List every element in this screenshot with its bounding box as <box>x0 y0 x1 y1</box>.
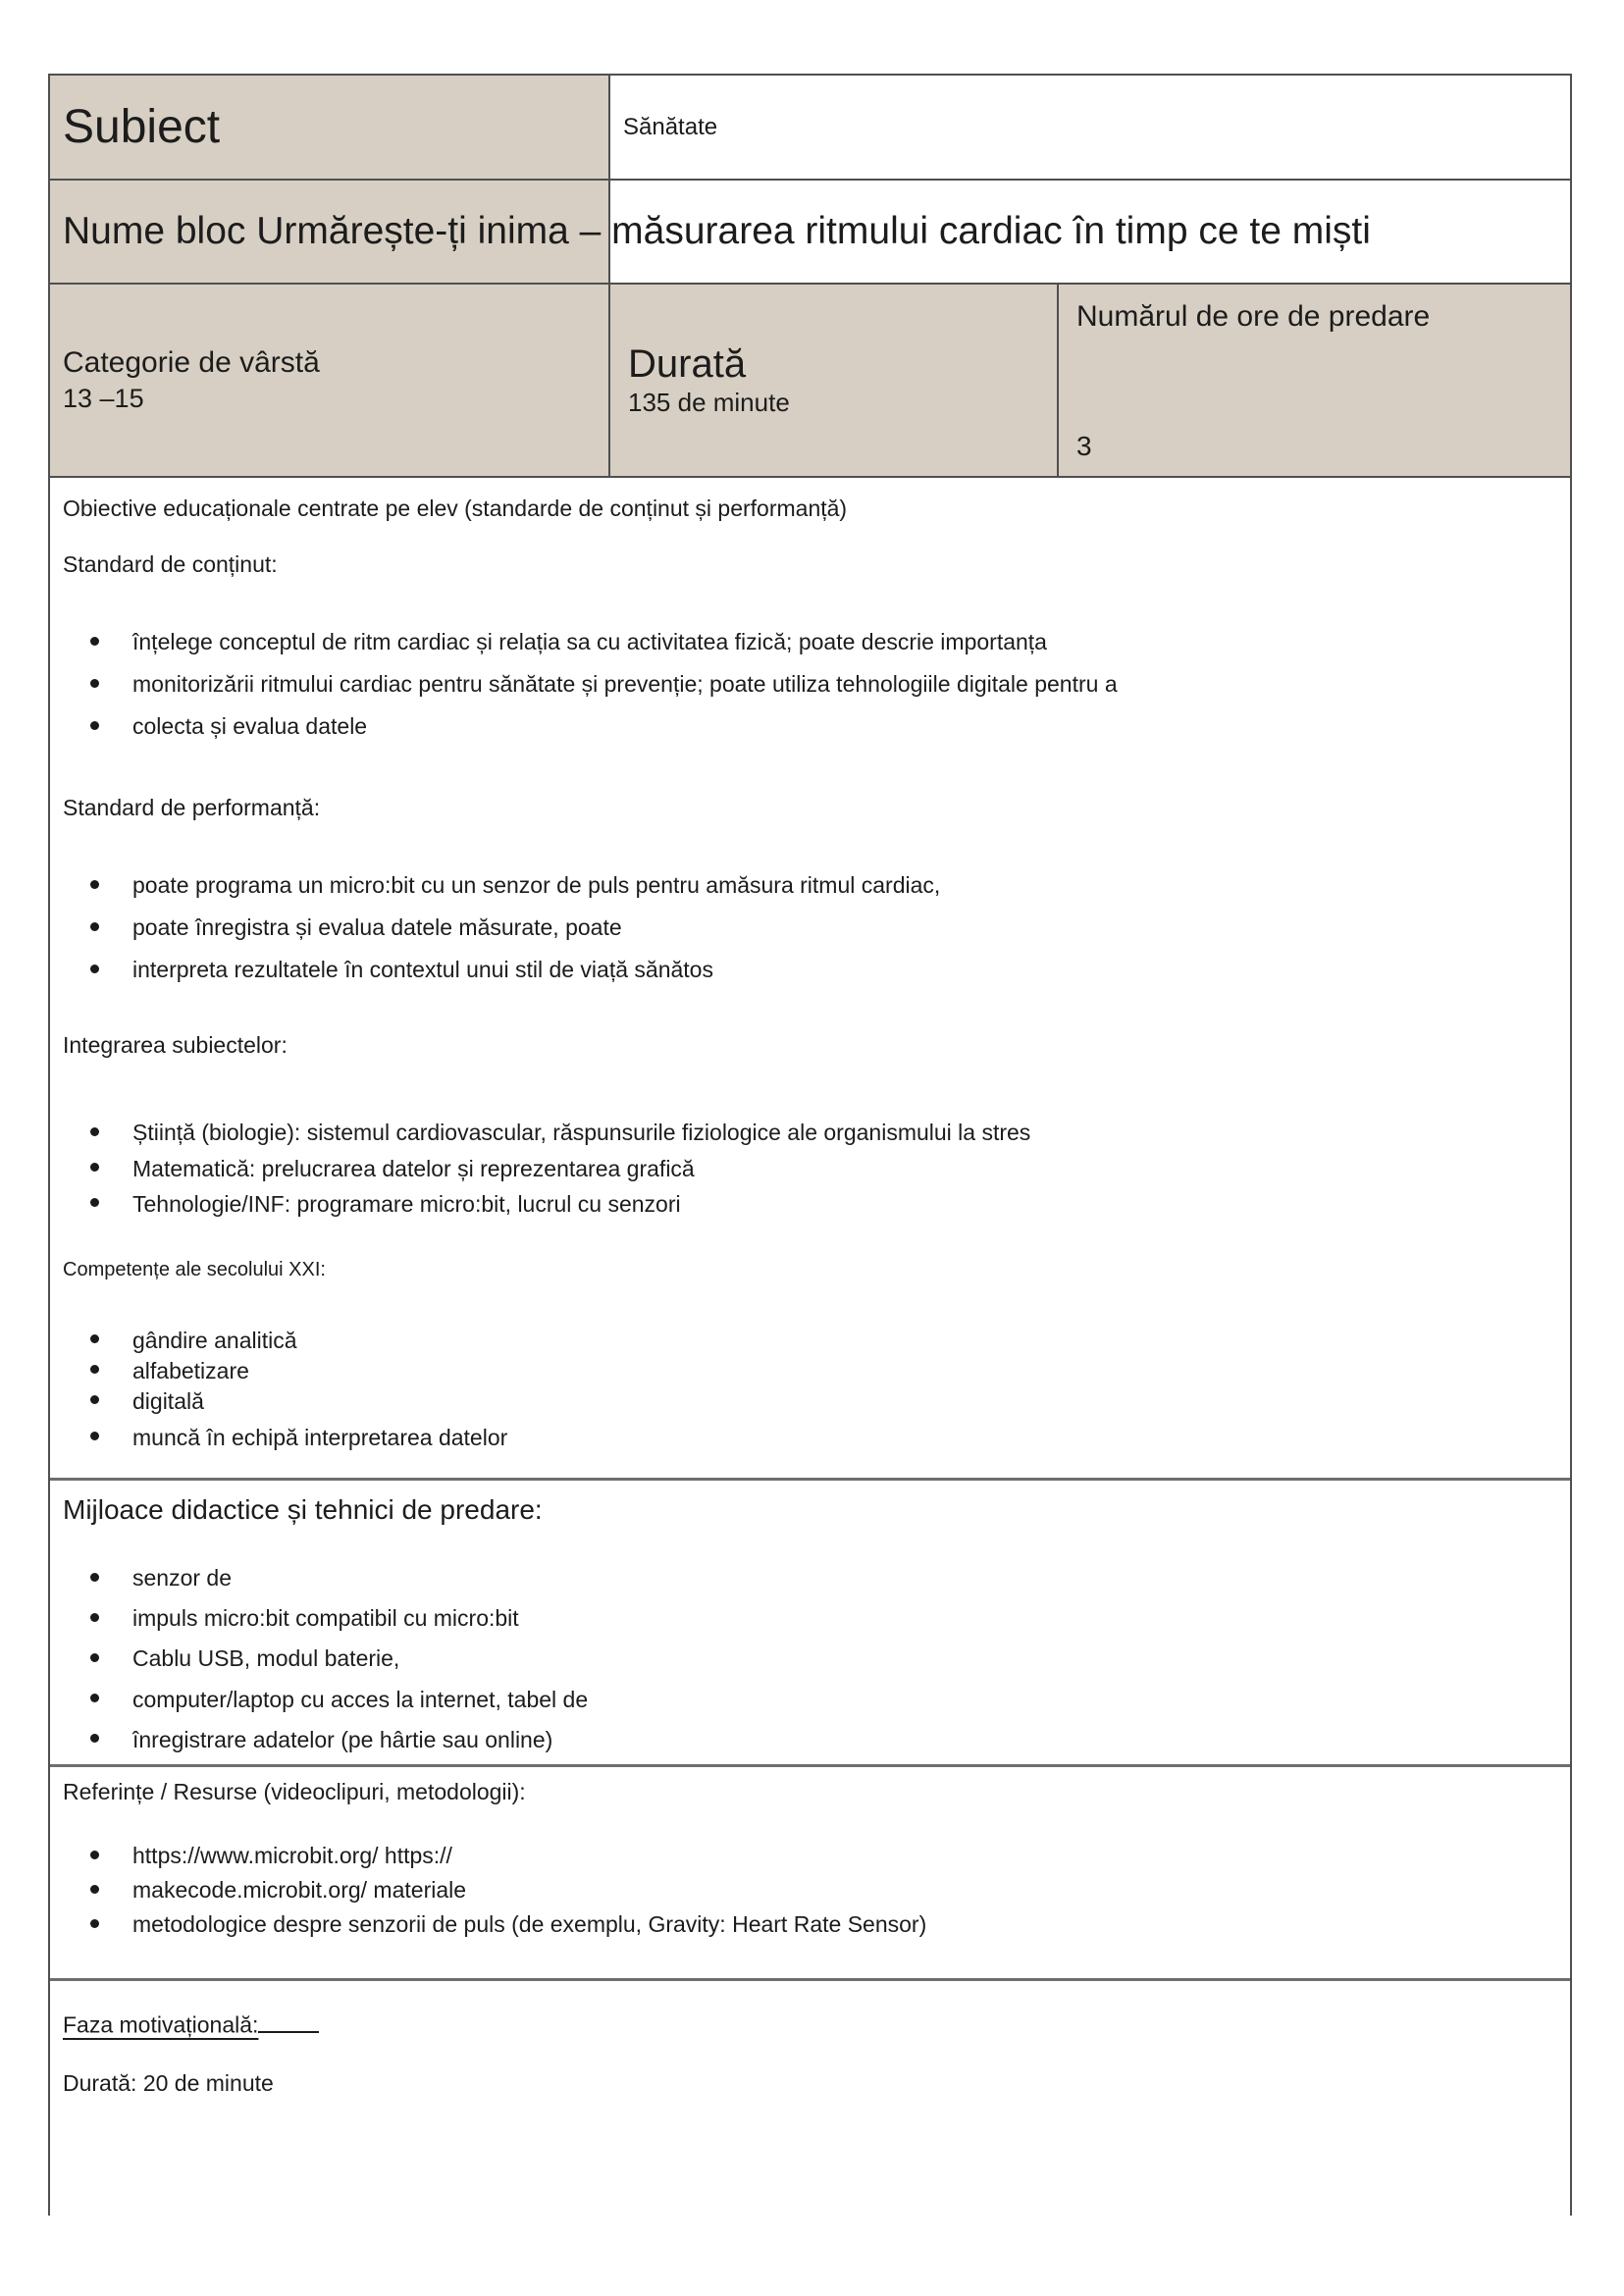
list-item: gândire analitică <box>90 1326 1554 1356</box>
list-item: https://www.microbit.org/ https:// <box>90 1841 1554 1871</box>
teaching-hours-label: Numărul de ore de predare <box>1076 300 1431 333</box>
motivational-phase-duration: Durată: 20 de minute <box>63 2069 274 2096</box>
bullet-icon <box>90 679 99 688</box>
content-standard-heading: Standard de conținut: <box>63 551 278 578</box>
bullet-icon <box>90 1432 99 1440</box>
duration-cell <box>610 285 1059 476</box>
references-section <box>50 1767 1570 1981</box>
teaching-hours-value: 3 <box>1076 431 1092 461</box>
bullet-icon <box>90 1885 99 1894</box>
lesson-plan-table <box>48 74 1572 2216</box>
bullet-icon <box>90 1334 99 1343</box>
list-item: impuls micro:bit compatibil cu micro:bit <box>90 1603 1554 1634</box>
list-item: digitală <box>90 1386 1554 1417</box>
block-name-row <box>50 181 1570 285</box>
teaching-aids-list <box>63 1563 1554 1754</box>
performance-standard-list <box>63 870 1554 985</box>
motivational-phase-heading: Faza motivațională: <box>63 2011 259 2038</box>
bullet-icon <box>90 637 99 646</box>
age-label: Categorie de vârstă <box>63 346 320 380</box>
subject-row <box>50 76 1570 181</box>
list-item: computer/laptop cu acces la internet, tabel de <box>90 1685 1554 1715</box>
list-item: senzor de <box>90 1563 1554 1593</box>
bullet-icon <box>90 965 99 973</box>
list-item: înțelege conceptul de ritm cardiac și relația sa cu activitatea fizică; poate descrie importanța <box>90 627 1554 657</box>
block-name-text: Nume bloc Urmărește-ți inima – măsurarea ritmului cardiac în timp ce te miști <box>63 210 1371 252</box>
bullet-icon <box>90 880 99 889</box>
subject-integration-list <box>63 1118 1554 1219</box>
bullet-icon <box>90 1127 99 1136</box>
bullet-icon <box>90 1163 99 1172</box>
list-item: muncă în echipă interpretarea datelor <box>90 1423 1554 1453</box>
teaching-hours-cell <box>1059 285 1570 476</box>
list-item: alfabetizare <box>90 1356 1554 1386</box>
bullet-icon <box>90 1395 99 1404</box>
subject-label-cell <box>50 76 610 179</box>
objectives-section <box>50 478 1570 1481</box>
teaching-aids-section <box>50 1481 1570 1767</box>
subject-value-cell <box>610 76 1570 179</box>
skills-21st-heading: Competențe ale secolului XXI: <box>63 1258 326 1280</box>
content-standard-list <box>63 627 1554 742</box>
references-list <box>63 1841 1554 1940</box>
skills-21st-list <box>63 1326 1554 1453</box>
bullet-icon <box>90 1851 99 1859</box>
age-value: 13 –15 <box>63 383 144 413</box>
objectives-title: Obiective educaționale centrate pe elev (standarde de conținut și performanță) <box>63 496 848 521</box>
list-item: poate înregistra și evalua datele măsurate, poate <box>90 913 1554 943</box>
list-item: Matematică: prelucrarea datelor și reprezentarea grafică <box>90 1154 1554 1184</box>
bullet-icon <box>90 721 99 730</box>
teaching-aids-heading: Mijloace didactice și tehnici de predare: <box>63 1494 543 1525</box>
references-heading: Referințe / Resurse (videoclipuri, metodologii): <box>63 1779 526 1804</box>
list-item: monitorizării ritmului cardiac pentru sănătate și prevenție; poate utiliza tehnologiile digitale pentru a <box>90 669 1554 700</box>
age-cell <box>50 285 610 476</box>
underline-tail <box>258 2010 319 2033</box>
bullet-icon <box>90 1613 99 1622</box>
bullet-icon <box>90 1734 99 1743</box>
motivational-phase-heading-line <box>63 2010 1554 2039</box>
subject-value: Sănătate <box>623 113 718 140</box>
list-item: poate programa un micro:bit cu un senzor de puls pentru amăsura ritmul cardiac, <box>90 870 1554 901</box>
bullet-icon <box>90 1653 99 1662</box>
bullet-icon <box>90 1573 99 1582</box>
list-item: înregistrare adatelor (pe hârtie sau online) <box>90 1725 1554 1755</box>
bullet-icon <box>90 1198 99 1207</box>
motivational-phase-section <box>50 1981 1570 2215</box>
subject-label: Subiect <box>63 100 221 153</box>
list-item: Știință (biologie): sistemul cardiovascular, răspunsurile fiziologice ale organismului la stres <box>90 1118 1554 1148</box>
subject-integration-heading: Integrarea subiectelor: <box>63 1032 288 1059</box>
bullet-icon <box>90 922 99 931</box>
duration-value: 135 de minute <box>628 387 790 417</box>
list-item: colecta și evalua datele <box>90 711 1554 742</box>
list-item: makecode.microbit.org/ materiale <box>90 1875 1554 1905</box>
list-item: metodologice despre senzorii de puls (de exemplu, Gravity: Heart Rate Sensor) <box>90 1909 1554 1940</box>
list-item: Cablu USB, modul baterie, <box>90 1644 1554 1674</box>
duration-label: Durată <box>628 341 747 386</box>
meta-row <box>50 285 1570 478</box>
bullet-icon <box>90 1694 99 1702</box>
list-item: Tehnologie/INF: programare micro:bit, lucrul cu senzori <box>90 1189 1554 1220</box>
bullet-icon <box>90 1365 99 1374</box>
list-item: interpreta rezultatele în contextul unui stil de viață sănătos <box>90 955 1554 985</box>
performance-standard-heading: Standard de performanță: <box>63 795 321 821</box>
bullet-icon <box>90 1919 99 1928</box>
